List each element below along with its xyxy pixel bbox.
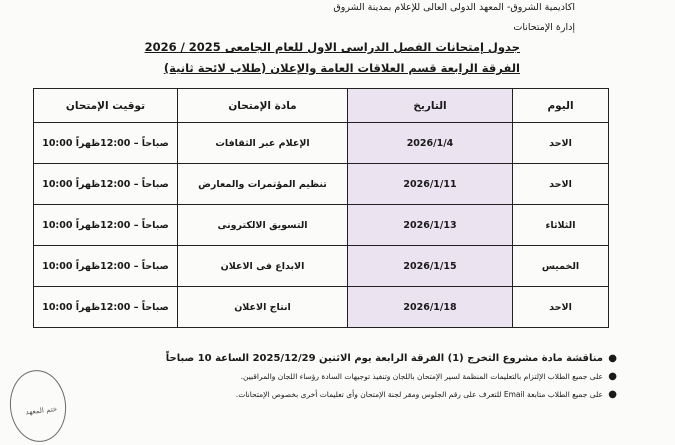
header-time: توقيت الإمتحان	[34, 89, 178, 123]
schedule-subtitle: الفرقة الرابعة قسم العلاقات العامة والإعلان (طلاب لائحة ثانية)	[163, 61, 520, 75]
bullet-icon: ●	[608, 371, 617, 382]
header-date: التاريخ	[348, 89, 513, 123]
header-day: اليوم	[513, 89, 609, 123]
cell-day: الاحد	[513, 123, 609, 164]
notes-list	[27, 352, 617, 406]
table-row	[34, 246, 609, 287]
cell-date: 2026/1/15	[348, 246, 513, 287]
note-item	[27, 352, 617, 366]
schedule-title: جدول إمتحانات الفصل الدراسى الاول للعام الجامعى 2025 / 2026	[144, 40, 520, 54]
table-row	[34, 205, 609, 246]
cell-date: 2026/1/11	[348, 164, 513, 205]
cell-time: 10:00 صباحاً – 12:00ظهراً	[34, 246, 178, 287]
department-name: إدارة الإمتحانات	[513, 22, 575, 33]
table-header-row	[34, 89, 609, 123]
note-item	[27, 388, 617, 402]
header-subject: مادة الإمتحان	[178, 89, 348, 123]
cell-time: 10:00 صباحاً – 12:00ظهراً	[34, 205, 178, 246]
institution-name: اكاديمية الشروق- المعهد الدولى العالى للإعلام بمدينة الشروق	[333, 2, 575, 13]
stamp-label: ختم المعهد	[25, 405, 58, 417]
cell-day: الثلاثاء	[513, 205, 609, 246]
cell-subject: انتاج الاعلان	[178, 287, 348, 328]
exam-schedule-table	[33, 88, 609, 328]
note-text: على جميع الطلاب متابعة Email للتعرف على رقم الجلوس ومقر لجنة الإمتحان وأى تعليمات أخرى بخصوص الإمتحانات.	[235, 390, 603, 399]
cell-subject: تنظيم المؤتمرات والمعارض	[178, 164, 348, 205]
cell-day: الاحد	[513, 287, 609, 328]
cell-time: 10:00 صباحاً – 12:00ظهراً	[34, 123, 178, 164]
note-text: على جميع الطلاب الإلتزام بالتعليمات المنظمة لسير الإمتحان باللجان وتنفيذ توجيهات السادة رؤساء اللجان والمراقبين.	[240, 372, 603, 381]
cell-subject: الإعلام عبر الثقافات	[178, 123, 348, 164]
cell-day: الخميس	[513, 246, 609, 287]
table-row	[34, 287, 609, 328]
table-row	[34, 123, 609, 164]
cell-date: 2026/1/4	[348, 123, 513, 164]
cell-subject: التسويق الالكترونى	[178, 205, 348, 246]
bullet-icon: ●	[608, 353, 617, 364]
cell-time: 10:00 صباحاً – 12:00ظهراً	[34, 164, 178, 205]
bullet-icon: ●	[608, 389, 617, 400]
cell-subject: الابداع فى الاعلان	[178, 246, 348, 287]
cell-date: 2026/1/13	[348, 205, 513, 246]
cell-time: 10:00 صباحاً – 12:00ظهراً	[34, 287, 178, 328]
cell-day: الاحد	[513, 164, 609, 205]
note-item	[27, 370, 617, 384]
table-row	[34, 164, 609, 205]
note-text: مناقشة مادة مشروع التخرج (1) الفرقة الرابعة يوم الاثنين 2025/12/29 الساعة 10 صباحاً	[165, 353, 603, 364]
cell-date: 2026/1/18	[348, 287, 513, 328]
